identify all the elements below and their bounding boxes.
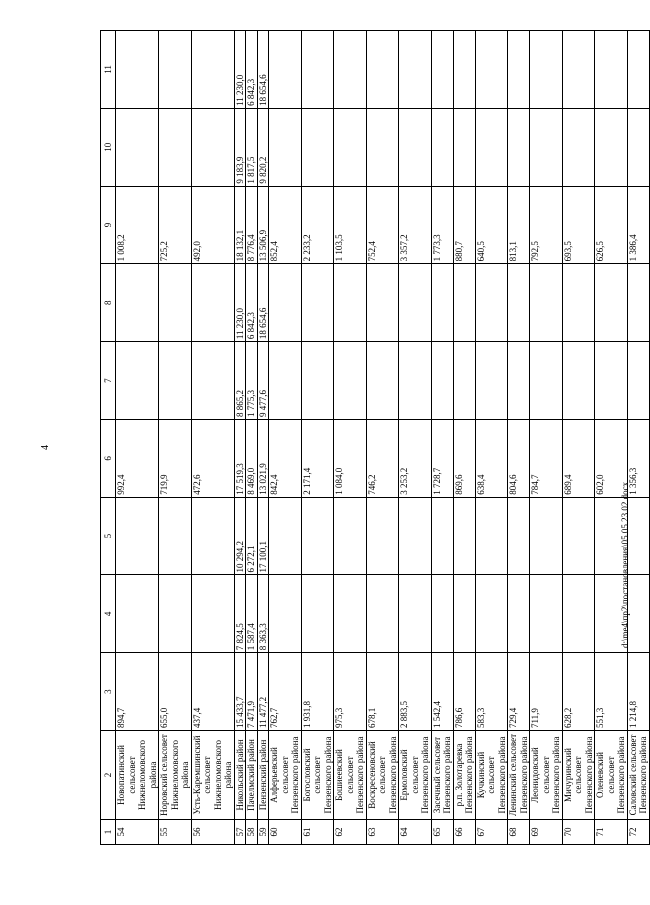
value-cell: [116, 264, 159, 342]
value-cell: 992,4: [116, 419, 159, 497]
row-number: 62: [334, 820, 367, 845]
value-cell: 1 775,3: [246, 342, 258, 420]
value-cell: 752,4: [366, 186, 399, 264]
value-cell: [627, 497, 649, 575]
header-row: [101, 31, 116, 845]
value-cell: [116, 575, 159, 653]
value-cell: [431, 31, 453, 109]
value-cell: 880,7: [453, 186, 475, 264]
value-cell: 18 132,1: [234, 186, 246, 264]
value-cell: [366, 575, 399, 653]
table-row: [399, 31, 432, 845]
value-cell: 13 506,9: [257, 186, 269, 264]
value-cell: [301, 108, 334, 186]
file-path-footer: d:\me4\пр2\постановления\05.05.23.02.docx: [620, 481, 630, 648]
territory-name: Алферьевский сельсовет Пензенского района: [269, 731, 302, 820]
value-cell: [159, 31, 192, 109]
value-cell: 1 542,4: [431, 653, 453, 731]
row-number: 67: [475, 820, 508, 845]
value-cell: [399, 264, 432, 342]
value-cell: [116, 31, 159, 109]
value-cell: 551,3: [595, 653, 628, 731]
value-cell: [301, 575, 334, 653]
row-number: 59: [257, 820, 269, 845]
territory-name: Воскресеновский сельсовет Пензенского района: [366, 731, 399, 820]
value-cell: [116, 497, 159, 575]
value-cell: 15 433,7: [234, 653, 246, 731]
value-cell: 1 931,8: [301, 653, 334, 731]
row-number: 69: [530, 820, 563, 845]
value-cell: 6 272,1: [246, 497, 258, 575]
value-cell: [159, 342, 192, 420]
value-cell: [399, 31, 432, 109]
row-number: 55: [159, 820, 192, 845]
table-row: [453, 31, 475, 845]
value-cell: [453, 497, 475, 575]
territory-name: р.п. Золотаревка Пензенского района: [453, 731, 475, 820]
column-header: 4: [101, 575, 116, 653]
value-cell: 7 471,9: [246, 653, 258, 731]
value-cell: [431, 264, 453, 342]
value-cell: [508, 575, 530, 653]
column-header: 6: [101, 419, 116, 497]
table-row: [508, 31, 530, 845]
rotated-table-container: [100, 30, 650, 845]
value-cell: 2 171,4: [301, 419, 334, 497]
value-cell: 1 214,8: [627, 653, 649, 731]
value-cell: 1 817,5: [246, 108, 258, 186]
value-cell: 11 477,2: [257, 653, 269, 731]
value-cell: [269, 264, 302, 342]
value-cell: [595, 31, 628, 109]
value-cell: 3 357,2: [399, 186, 432, 264]
value-cell: 8 865,2: [234, 342, 246, 420]
value-cell: 655,0: [159, 653, 192, 731]
value-cell: [301, 342, 334, 420]
value-cell: 1 773,3: [431, 186, 453, 264]
value-cell: 1 084,0: [334, 419, 367, 497]
table-row: [191, 31, 234, 845]
value-cell: [595, 108, 628, 186]
value-cell: [562, 108, 595, 186]
value-cell: 2 883,5: [399, 653, 432, 731]
value-cell: 18 654,6: [257, 31, 269, 109]
value-cell: [508, 108, 530, 186]
value-cell: 437,4: [191, 653, 234, 731]
table-row: [562, 31, 595, 845]
row-number: 64: [399, 820, 432, 845]
budget-table: [100, 30, 650, 845]
value-cell: [475, 575, 508, 653]
value-cell: 894,7: [116, 653, 159, 731]
value-cell: 6 842,3: [246, 264, 258, 342]
territory-name: Кучкинский сельсовет Пензенского района: [475, 731, 508, 820]
territory-name: Норовский сельсовет Нижнеломовского района: [159, 731, 192, 820]
value-cell: 10 294,2: [234, 497, 246, 575]
value-cell: [191, 108, 234, 186]
value-cell: 786,6: [453, 653, 475, 731]
territory-name: Оленевский сельсовет Пензенского района: [595, 731, 628, 820]
value-cell: 11 230,0: [234, 264, 246, 342]
value-cell: [431, 575, 453, 653]
value-cell: [453, 342, 475, 420]
column-header: 5: [101, 497, 116, 575]
value-cell: [191, 497, 234, 575]
value-cell: [116, 108, 159, 186]
value-cell: [508, 31, 530, 109]
value-cell: [159, 497, 192, 575]
value-cell: 689,4: [562, 419, 595, 497]
value-cell: [366, 497, 399, 575]
value-cell: 9 183,9: [234, 108, 246, 186]
value-cell: [431, 497, 453, 575]
value-cell: 804,6: [508, 419, 530, 497]
table-row: [627, 31, 649, 845]
table-row: [530, 31, 563, 845]
value-cell: 1 103,5: [334, 186, 367, 264]
value-cell: [191, 264, 234, 342]
value-cell: [334, 264, 367, 342]
value-cell: [334, 497, 367, 575]
value-cell: 784,7: [530, 419, 563, 497]
territory-name: Саловский сельсовет Пензенского района: [627, 731, 649, 820]
column-header: 1: [101, 820, 116, 845]
value-cell: [453, 108, 475, 186]
value-cell: [530, 497, 563, 575]
value-cell: 813,1: [508, 186, 530, 264]
value-cell: 729,4: [508, 653, 530, 731]
value-cell: 17 100,1: [257, 497, 269, 575]
value-cell: [530, 108, 563, 186]
value-cell: 13 021,9: [257, 419, 269, 497]
value-cell: [269, 342, 302, 420]
value-cell: [453, 264, 475, 342]
column-header: 11: [101, 31, 116, 109]
value-cell: 1 728,7: [431, 419, 453, 497]
territory-name: Ленинский сельсовет Пензенского района: [508, 731, 530, 820]
value-cell: [399, 575, 432, 653]
value-cell: [366, 264, 399, 342]
value-cell: 626,5: [595, 186, 628, 264]
value-cell: [159, 108, 192, 186]
value-cell: [562, 497, 595, 575]
table-row: [246, 31, 258, 845]
value-cell: [530, 31, 563, 109]
page-number: 4: [40, 445, 51, 450]
value-cell: 9 477,6: [257, 342, 269, 420]
table-row: [366, 31, 399, 845]
row-number: 72: [627, 820, 649, 845]
row-number: 70: [562, 820, 595, 845]
value-cell: [453, 31, 475, 109]
territory-name: Леонидовский сельсовет Пензенского района: [530, 731, 563, 820]
column-header: 7: [101, 342, 116, 420]
value-cell: 792,5: [530, 186, 563, 264]
value-cell: [301, 264, 334, 342]
table-row: [431, 31, 453, 845]
table-row: [257, 31, 269, 845]
value-cell: [269, 497, 302, 575]
value-cell: [627, 575, 649, 653]
value-cell: [191, 575, 234, 653]
territory-name: Никольский район: [234, 731, 246, 820]
value-cell: 725,2: [159, 186, 192, 264]
value-cell: 842,4: [269, 419, 302, 497]
territory-name: Богословский сельсовет Пензенского района: [301, 731, 334, 820]
value-cell: [366, 31, 399, 109]
row-number: 56: [191, 820, 234, 845]
value-cell: [116, 342, 159, 420]
table-row: [595, 31, 628, 845]
value-cell: [595, 342, 628, 420]
value-cell: 17 519,3: [234, 419, 246, 497]
value-cell: [627, 342, 649, 420]
value-cell: 640,5: [475, 186, 508, 264]
value-cell: 583,3: [475, 653, 508, 731]
value-cell: [453, 575, 475, 653]
value-cell: [562, 264, 595, 342]
value-cell: [627, 31, 649, 109]
value-cell: [627, 264, 649, 342]
table-row: [475, 31, 508, 845]
value-cell: [334, 575, 367, 653]
value-cell: 11 230,0: [234, 31, 246, 109]
value-cell: 1 386,4: [627, 186, 649, 264]
value-cell: [334, 31, 367, 109]
value-cell: [399, 108, 432, 186]
value-cell: [159, 264, 192, 342]
value-cell: 2 233,2: [301, 186, 334, 264]
row-number: 57: [234, 820, 246, 845]
value-cell: [334, 108, 367, 186]
value-cell: [366, 342, 399, 420]
value-cell: 9 820,2: [257, 108, 269, 186]
value-cell: 638,4: [475, 419, 508, 497]
value-cell: 1 008,2: [116, 186, 159, 264]
column-header: 3: [101, 653, 116, 731]
table-row: [301, 31, 334, 845]
row-number: 63: [366, 820, 399, 845]
row-number: 61: [301, 820, 334, 845]
value-cell: [475, 108, 508, 186]
value-cell: 693,5: [562, 186, 595, 264]
row-number: 66: [453, 820, 475, 845]
territory-name: Пачелмский район: [246, 731, 258, 820]
value-cell: [508, 264, 530, 342]
value-cell: 8 469,0: [246, 419, 258, 497]
value-cell: 492,0: [191, 186, 234, 264]
value-cell: 8 363,3: [257, 575, 269, 653]
value-cell: [508, 342, 530, 420]
territory-name: Бошиеевский сельсовет Пензенского района: [334, 731, 367, 820]
value-cell: [334, 342, 367, 420]
territory-name: Пензенский район: [257, 731, 269, 820]
value-cell: [431, 108, 453, 186]
value-cell: [269, 575, 302, 653]
value-cell: [431, 342, 453, 420]
value-cell: 472,6: [191, 419, 234, 497]
value-cell: [475, 264, 508, 342]
value-cell: 762,7: [269, 653, 302, 731]
territory-name: Усть-Каремшинский сельсовет Нижнеломовского района: [191, 731, 234, 820]
column-header: 9: [101, 186, 116, 264]
territory-name: Мичуринский сельсовет Пензенского района: [562, 731, 595, 820]
table-row: [159, 31, 192, 845]
value-cell: [301, 31, 334, 109]
value-cell: 1 356,3: [627, 419, 649, 497]
value-cell: [366, 108, 399, 186]
value-cell: 678,1: [366, 653, 399, 731]
territory-name: Новопатинский сельсовет Нижнеломовского района: [116, 731, 159, 820]
value-cell: [595, 575, 628, 653]
value-cell: [301, 497, 334, 575]
value-cell: [595, 264, 628, 342]
value-cell: [530, 575, 563, 653]
value-cell: [269, 108, 302, 186]
value-cell: [562, 575, 595, 653]
value-cell: [269, 31, 302, 109]
value-cell: 7 824,5: [234, 575, 246, 653]
row-number: 68: [508, 820, 530, 845]
value-cell: [530, 342, 563, 420]
value-cell: 602,0: [595, 419, 628, 497]
value-cell: [508, 497, 530, 575]
column-header: 10: [101, 108, 116, 186]
table-row: [334, 31, 367, 845]
value-cell: [530, 264, 563, 342]
value-cell: 628,2: [562, 653, 595, 731]
value-cell: 869,6: [453, 419, 475, 497]
value-cell: [475, 31, 508, 109]
value-cell: [475, 497, 508, 575]
value-cell: [191, 342, 234, 420]
table-row: [234, 31, 246, 845]
value-cell: 975,3: [334, 653, 367, 731]
value-cell: [191, 31, 234, 109]
territory-name: Засечный сельсовет Пензенского района: [431, 731, 453, 820]
value-cell: [562, 342, 595, 420]
table-body: [101, 31, 650, 845]
territory-name: Ермоловский сельсовет Пензенского района: [399, 731, 432, 820]
value-cell: [399, 342, 432, 420]
value-cell: [627, 108, 649, 186]
value-cell: 719,9: [159, 419, 192, 497]
value-cell: 6 842,3: [246, 31, 258, 109]
value-cell: 711,9: [530, 653, 563, 731]
value-cell: 8 776,4: [246, 186, 258, 264]
row-number: 54: [116, 820, 159, 845]
value-cell: 852,4: [269, 186, 302, 264]
value-cell: [562, 31, 595, 109]
value-cell: [475, 342, 508, 420]
value-cell: [595, 497, 628, 575]
column-header: 8: [101, 264, 116, 342]
value-cell: 18 654,6: [257, 264, 269, 342]
row-number: 60: [269, 820, 302, 845]
value-cell: [159, 575, 192, 653]
value-cell: 746,2: [366, 419, 399, 497]
value-cell: 1 587,4: [246, 575, 258, 653]
table-row: [116, 31, 159, 845]
value-cell: 3 253,2: [399, 419, 432, 497]
row-number: 65: [431, 820, 453, 845]
column-header: 2: [101, 731, 116, 820]
value-cell: [399, 497, 432, 575]
row-number: 71: [595, 820, 628, 845]
table-row: [269, 31, 302, 845]
row-number: 58: [246, 820, 258, 845]
